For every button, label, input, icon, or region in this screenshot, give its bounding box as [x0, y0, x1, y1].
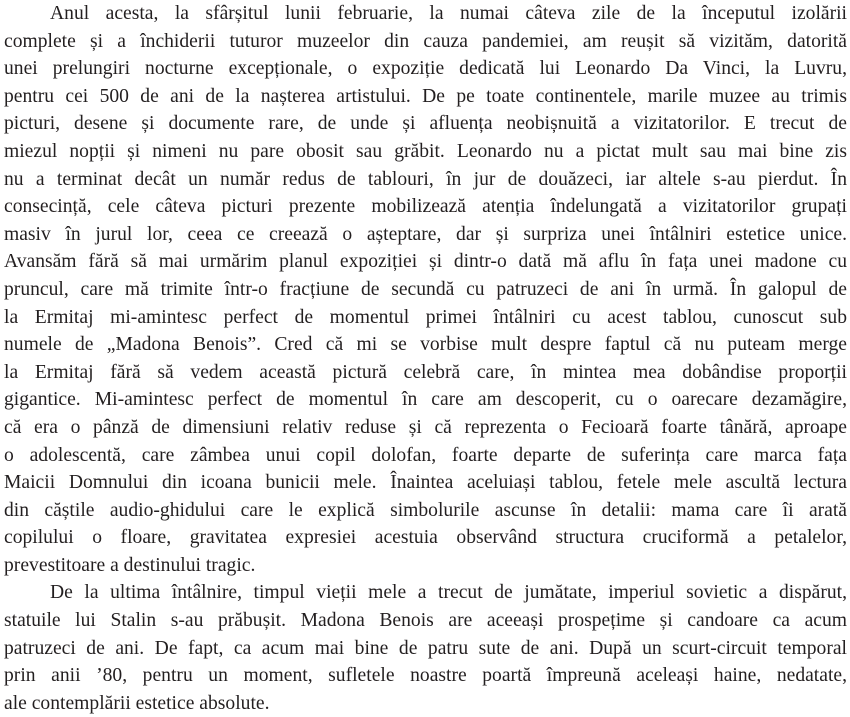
text-line: Maicii Domnului din icoana bunicii mele. Înaintea aceluiași tablou, fetele mele ascultă lectura	[4, 472, 847, 494]
paragraph-1	[4, 0, 847, 579]
text-line: Avansăm fără să mai urmărim planul expoziției și dintr-o dată mă aflu în fața unei madone cu	[4, 251, 847, 273]
text-line: prevestitoare a destinului tragic.	[4, 554, 256, 576]
text-line: la Ermitaj mi-amintesc perfect de momentul primei întâlniri cu acest tablou, cunoscut sub	[4, 306, 847, 328]
text-line: o adolescentă, care zâmbea unui copil dolofan, foarte departe de suferința care marca fața	[4, 444, 847, 466]
text-line: complete și a închiderii tuturor muzeelor din cauza pandemiei, am reușit să vizităm, datorită	[4, 30, 847, 52]
text-line: patruzeci de ani. De fapt, ca acum mai bine de patru sute de ani. După un scurt-circuit temporal	[4, 637, 847, 659]
text-line: pentru cei 500 de ani de la nașterea artistului. De pe toate continentele, marile muzee au trimis	[4, 85, 847, 107]
text-line: nu a terminat decât un număr redus de tablouri, în jur de douăzeci, iar altele s-au pierdut. În	[4, 168, 847, 190]
text-line: din căștile audio-ghidului care le explică simbolurile ascunse în detalii: mama care îi arată	[4, 499, 847, 521]
text-line: picturi, desene și documente rare, de unde și afluența neobișnuită a vizitatorilor. E trecut de	[4, 113, 847, 135]
text-line: prin anii ’80, pentru un moment, sufletele noastre poartă împreună aceleași haine, nedatate,	[4, 665, 847, 687]
text-line: De la ultima întâlnire, timpul vieții mele a trecut de jumătate, imperiul sovietic a dispărut,	[50, 582, 847, 604]
text-line: gigantice. Mi-amintesc perfect de momentul în care am descoperit, cu o oarecare dezamăgire,	[4, 389, 847, 411]
text-line: Anul acesta, la sfârșitul lunii februarie, la numai câteva zile de la începutul izolării	[50, 3, 847, 24]
text-line: că era o pânză de dimensiuni relativ reduse și că reprezenta o Fecioară foarte tânără, aproape	[4, 416, 847, 438]
text-line: la Ermitaj fără să vedem această pictură celebră care, în mintea mea dobândise proporții	[4, 361, 847, 383]
paragraph-2	[4, 579, 847, 717]
text-line: unei prelungiri nocturne excepționale, o expoziție dedicată lui Leonardo Da Vinci, la Luvru,	[4, 58, 847, 80]
text-line: pruncul, care mă trimite într-o fracțiune de secundă cu patruzeci de ani în urmă. În galopul de	[4, 278, 847, 300]
text-line: copilului o floare, gravitatea expresiei acestuia observând structura cruciformă a petalelor,	[4, 527, 847, 549]
text-line: masiv în jurul lor, ceea ce creează o așteptare, dar și surpriza unei întâlniri estetice unice.	[4, 223, 847, 245]
text-line: consecință, cele câteva picturi prezente mobilizează atenția îndelungată a vizitatorilor grupați	[4, 196, 847, 218]
text-line: ale contemplării estetice absolute.	[4, 692, 270, 714]
text-line: statuile lui Stalin s-au prăbușit. Madona Benois are aceeași prospețime și candoare ca acum	[4, 610, 847, 632]
text-line: numele de „Madona Benois”. Cred că mi se vorbise mult despre faptul că nu puteam merge	[4, 334, 847, 356]
text-line: miezul nopții și nimeni nu pare obosit sau grăbit. Leonardo nu a pictat mult sau mai bine zis	[4, 140, 847, 162]
document-page	[4, 0, 847, 717]
